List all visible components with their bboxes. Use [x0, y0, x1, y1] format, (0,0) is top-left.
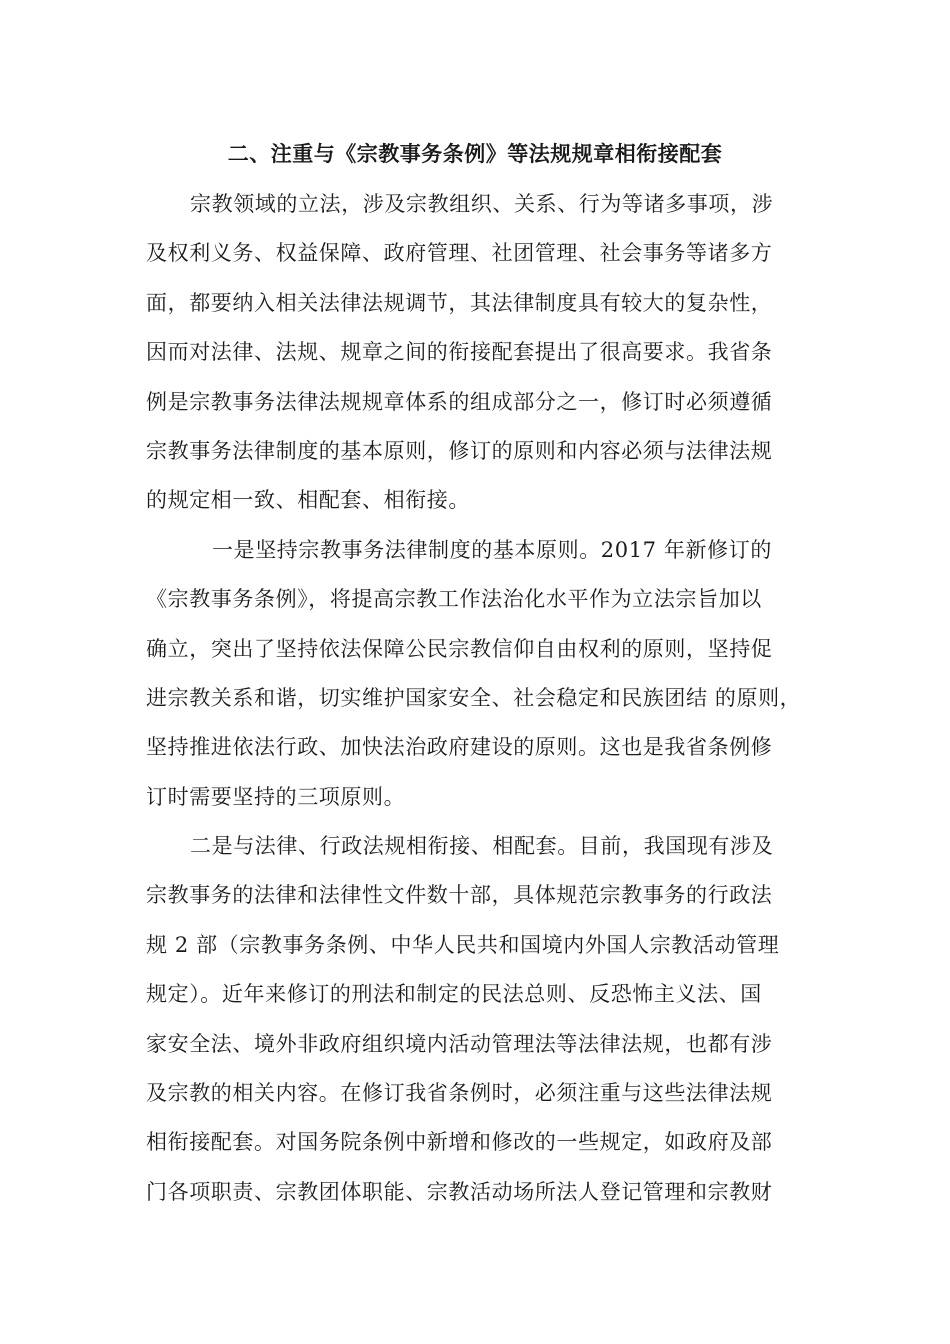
paragraph-line: 确立，突出了坚持依法保障公民宗教信仰自由权利的原则，坚持促: [146, 636, 773, 661]
paragraph-line: 《宗教事务条例》，将提高宗教工作法治化水平作为立法宗旨加以: [146, 587, 762, 612]
paragraph-line: 一是坚持宗教事务法律制度的基本原则。2017 年新修订的: [212, 537, 772, 562]
paragraph-line: 的规定相一致、相配套、相衔接。: [146, 488, 470, 513]
paragraph-line: 宗教事务的法律和法律性文件数十部，具体规范宗教事务的行政法: [146, 883, 773, 908]
paragraph-line: 例是宗教事务法律法规规章体系的组成部分之一，修订时必须遵循: [146, 389, 773, 414]
paragraph-line: 因而对法律、法规、规章之间的衔接配套提出了很高要求。我省条: [146, 340, 773, 365]
body-text: [146, 180, 866, 1217]
paragraph-line: 家安全法、境外非政府组织境内活动管理法等法律法规，也都有涉: [146, 1031, 773, 1056]
paragraph-line: 订时需要坚持的三项原则。: [146, 784, 406, 809]
paragraph-line: 规 2 部（宗教事务条例、中华人民共和国境内外国人宗教活动管理: [146, 932, 780, 957]
paragraph-line: 及宗教的相关内容。在修订我省条例时，必须注重与这些法律法规: [146, 1081, 773, 1106]
paragraph-line: 相衔接配套。对国务院条例中新增和修改的一些规定，如政府及部: [146, 1130, 773, 1155]
paragraph-line: 宗教领域的立法，涉及宗教组织、关系、行为等诸多事项，涉: [190, 192, 774, 216]
paragraph-line: 规定）。近年来修订的刑法和制定的民法总则、反恐怖主义法、国: [146, 982, 762, 1007]
paragraph-line: 二是与法律、行政法规相衔接、相配套。目前，我国现有涉及: [190, 834, 774, 859]
paragraph-line: 及权利义务、权益保障、政府管理、社团管理、社会事务等诸多方: [146, 241, 773, 266]
section-heading: 二、注重与《宗教事务条例》等法规规章相衔接配套: [227, 141, 723, 166]
paragraph-line: 坚持推进依法行政、加快法治政府建设的原则。这也是我省条例修: [146, 735, 773, 760]
paragraph-line: 进宗教关系和谐，切实维护国家安全、社会稳定和民族团结 的原则，: [146, 685, 802, 710]
paragraph-line: 面，都要纳入相关法律法规调节，其法律制度具有较大的复杂性，: [146, 290, 773, 315]
paragraph-line: 门各项职责、宗教团体职能、宗教活动场所法人登记管理和宗教财: [146, 1179, 773, 1204]
paragraph-line: 宗教事务法律制度的基本原则，修订的原则和内容必须与法律法规: [146, 438, 773, 463]
